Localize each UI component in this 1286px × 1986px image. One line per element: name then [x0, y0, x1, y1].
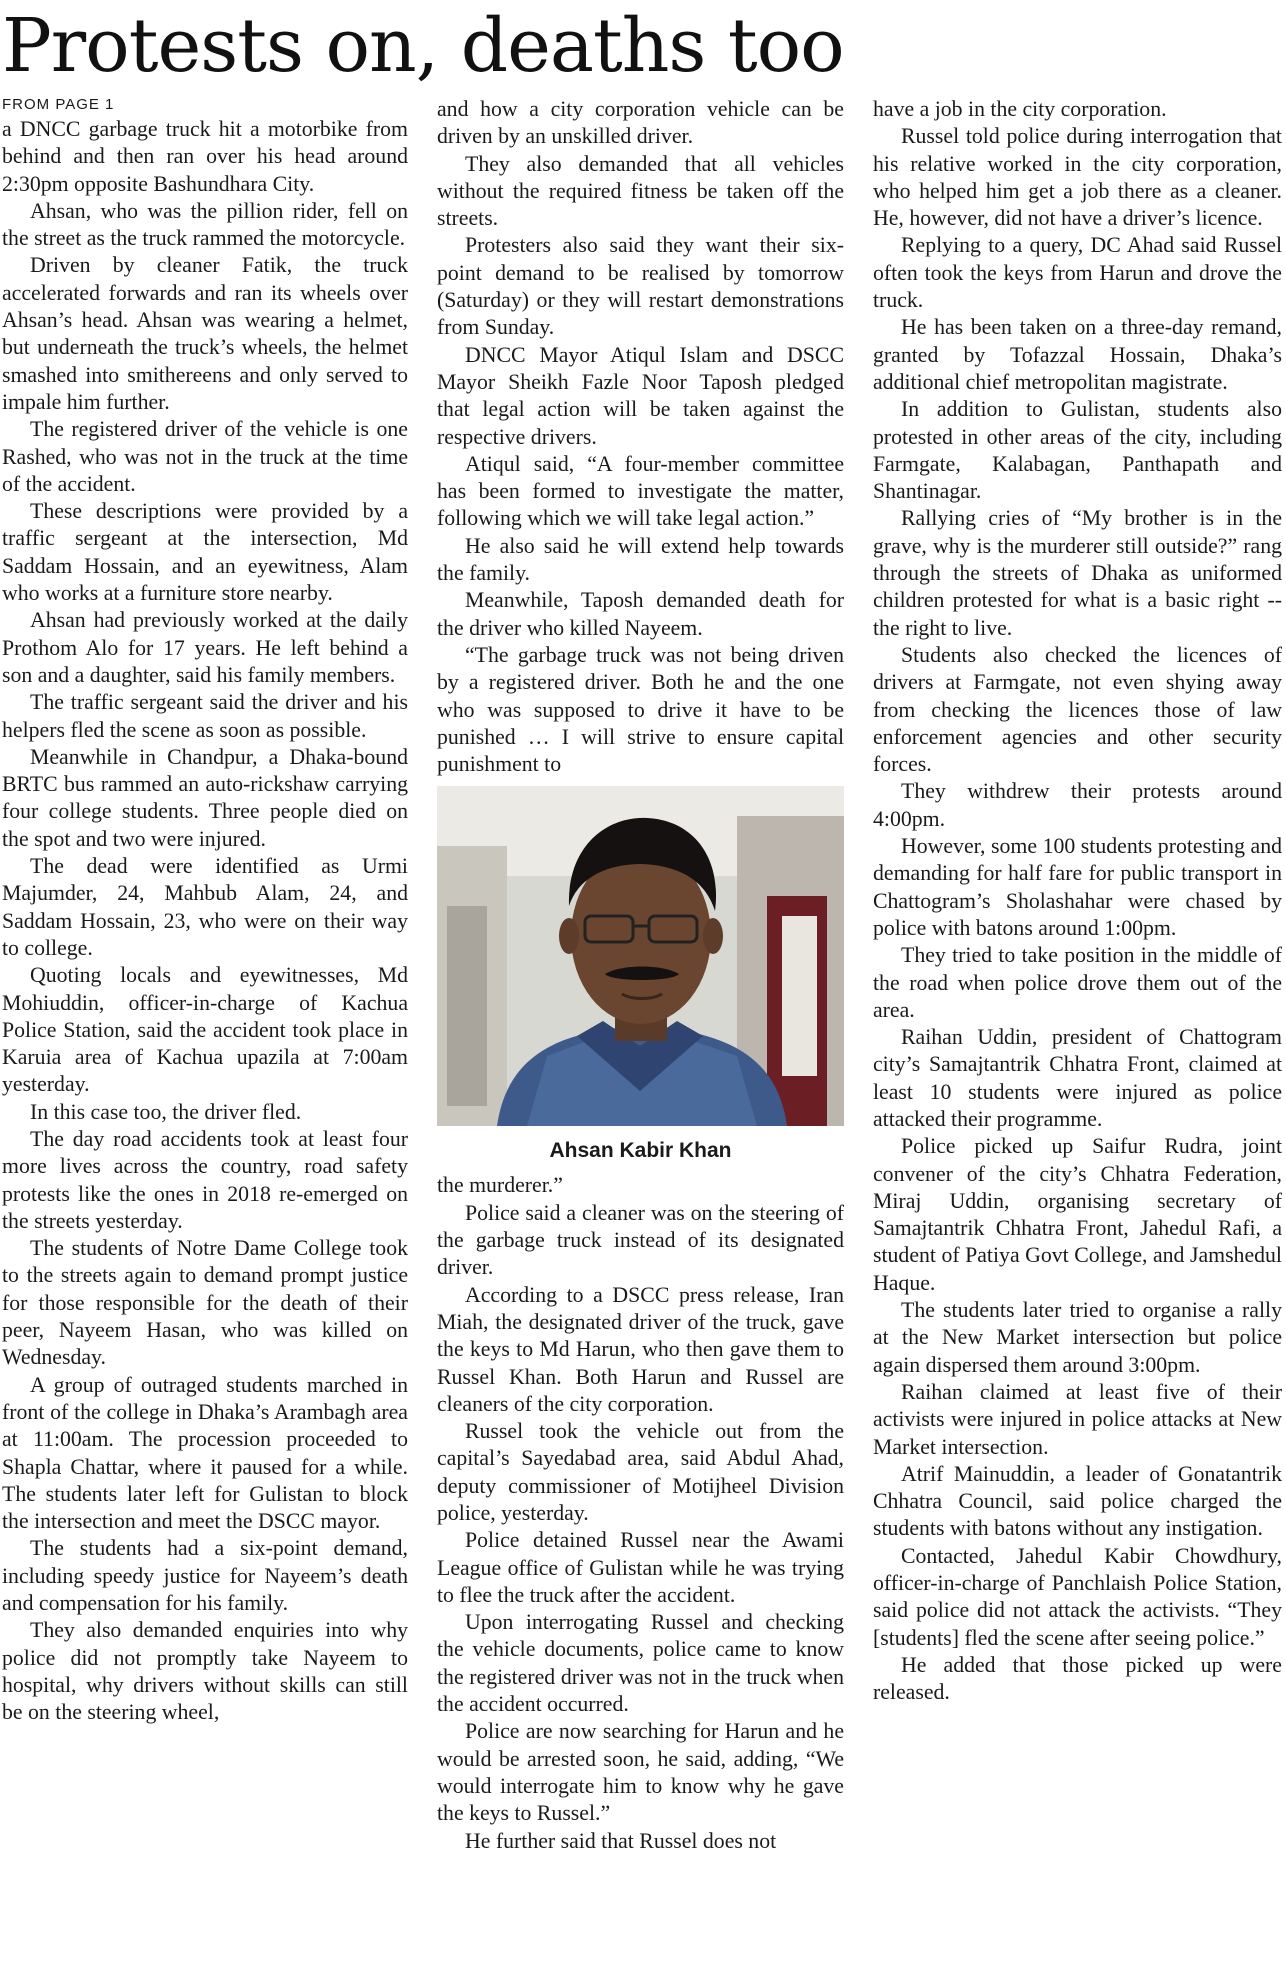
article-paragraph: The students of Notre Dame College took to the streets again to demand prompt justice for those responsible for the death of their peer, Nayeem Hasan, who was killed on Wednesday. [2, 1236, 408, 1370]
article-paragraph: Russel told police during interrogation that his relative worked in the city corporation, who helped him get a job there as a cleaner. He, however, did not have a driver’s licence. [873, 124, 1282, 231]
article-paragraph: Police are now searching for Harun and he would be arrested soon, he said, adding, “We would interrogate him to know why he gave the keys to Russel.” [437, 1719, 844, 1826]
article-paragraph: They tried to take position in the middle of the road when police drove them out of the area. [873, 943, 1282, 1022]
column-2-top-paragraphs [437, 96, 844, 778]
article-paragraph: The students had a six-point demand, including speedy justice for Nayeem’s death and compensation for his family. [2, 1536, 408, 1616]
article-paragraph: In this case too, the driver fled. [30, 1099, 302, 1124]
article-paragraph: Quoting locals and eyewitnesses, Md Mohiuddin, officer-in-charge of Kachua Police Station, said the accident took place in Karuia area of Kachua upazila at 7:00am yesterday. [2, 963, 408, 1097]
article-paragraph: Rallying cries of “My brother is in the grave, why is the murderer still outside?” rang through the streets of Dhaka as uniformed children protested for what is a basic right -- the right to live. [873, 506, 1282, 640]
article-paragraph: He added that those picked up were released. [873, 1652, 1282, 1705]
article-paragraph: The registered driver of the vehicle is one Rashed, who was not in the truck at the time of the accident. [2, 417, 408, 496]
page-jump-label: FROM PAGE 1 [2, 96, 115, 113]
article-paragraph: Ahsan, who was the pillion rider, fell on the street as the truck rammed the motorcycle. [2, 198, 408, 251]
article-paragraph: They also demanded that all vehicles without the required fitness be taken off the streets. [437, 151, 844, 231]
article-paragraph: Police picked up Saifur Rudra, joint convener of the city’s Chhatra Federation, Miraj Uddin, organising secretary of Samajtantrik Chhatra Front, Jahedul Rafi, a student of Patiya Govt College, and Jamshedul Haque. [873, 1134, 1282, 1295]
article-paragraph: Russel took the vehicle out from the capital’s Sayedabad area, said Abdul Ahad, deputy commissioner of Motijheel Division police, yesterday. [437, 1419, 844, 1525]
article-paragraph: Raihan Uddin, president of Chattogram city’s Samajtantrik Chhatra Front, claimed at least 10 students were injured as police attacked their programme. [873, 1025, 1282, 1131]
article-paragraph: Raihan claimed at least five of their activists were injured in police attacks at New Market intersection. [873, 1379, 1282, 1459]
article-paragraph: Atrif Mainuddin, a leader of Gonatantrik Chhatra Council, said police charged the students with batons without any instigation. [873, 1461, 1282, 1541]
photo-figure [437, 786, 844, 1166]
article-paragraph: the murderer.” [437, 1173, 563, 1198]
article-paragraph: and how a city corporation vehicle can be driven by an unskilled driver. [437, 97, 844, 149]
article-paragraph: He further said that Russel does not [465, 1828, 777, 1853]
article-paragraph: Meanwhile in Chandpur, a Dhaka-bound BRTC bus rammed an auto-rickshaw carrying four college students. Three people died on the spot and two were injured. [2, 744, 408, 851]
article-paragraph: Police detained Russel near the Awami League office of Gulistan while he was trying to flee the truck after the accident. [437, 1528, 844, 1607]
article-paragraph: They withdrew their protests around 4:00pm. [873, 779, 1282, 831]
column-3-paragraphs [873, 96, 1282, 1707]
portrait-photo [437, 786, 844, 1126]
article-paragraph: “The garbage truck was not being driven by a registered driver. Both he and the one who was supposed to drive it have to be punished … I will strive to ensure capital punishment to [437, 642, 844, 777]
article-paragraph: a DNCC garbage truck hit a motorbike from behind and then ran over his head around 2:30pm opposite Bashundhara City. [2, 117, 408, 196]
article-paragraph: They also demanded enquiries into why police did not promptly take Nayeem to hospital, why drivers without skills can still be on the steering wheel, [2, 1618, 408, 1725]
column-1-paragraphs [2, 116, 408, 1727]
article-paragraph: The traffic sergeant said the driver and his helpers fled the scene as soon as possible. [2, 690, 408, 742]
article-paragraph: Students also checked the licences of drivers at Farmgate, not even shying away from checking the licences those of law enforcement agencies and other security forces. [873, 642, 1282, 777]
article-paragraph: These descriptions were provided by a traffic sergeant at the intersection, Md Saddam Hossain, and an eyewitness, Alam who works at a furniture store nearby. [2, 499, 408, 606]
article-paragraph: Contacted, Jahedul Kabir Chowdhury, officer-in-charge of Panchlaish Police Station, said police did not attack the activists. “They [students] fled the scene after seeing police.” [873, 1543, 1282, 1650]
article-paragraph: Police said a cleaner was on the steering of the garbage truck instead of its designated driver. [437, 1200, 844, 1280]
portrait-illustration [437, 786, 844, 1126]
article-paragraph: Replying to a query, DC Ahad said Russel often took the keys from Harun and drove the truck. [873, 233, 1282, 313]
article-column-2 [437, 96, 844, 1984]
article-paragraph: However, some 100 students protesting and demanding for half fare for public transport in Chattogram’s Sholashahar were chased by police with batons around 1:00pm. [873, 834, 1282, 940]
article-paragraph: He has been taken on a three-day remand, granted by Tofazzal Hossain, Dhaka’s additional chief metropolitan magistrate. [873, 315, 1282, 394]
article-paragraph: Driven by cleaner Fatik, the truck accelerated forwards and ran its wheels over Ahsan’s head. Ahsan was wearing a helmet, but underneath the truck’s wheels, the helmet smashed into smithereens and only served to impale him further. [2, 253, 408, 414]
headline: Protests on, deaths too [2, 3, 844, 89]
article-paragraph: Meanwhile, Taposh demanded death for the driver who killed Nayeem. [437, 588, 844, 640]
article-paragraph: According to a DSCC press release, Iran Miah, the designated driver of the truck, gave the keys to Md Harun, who then gave them to Russel Khan. Both Harun and Russel are cleaners of the city corporation. [437, 1282, 844, 1416]
article-paragraph: Protesters also said they want their six-point demand to be realised by tomorrow (Saturday) or they will restart demonstrations from Sunday. [437, 233, 844, 340]
photo-caption: Ahsan Kabir Khan [549, 1139, 732, 1163]
article-column-3 [873, 96, 1282, 1984]
article-paragraph: have a job in the city corporation. [873, 97, 1167, 121]
article-paragraph: DNCC Mayor Atiqul Islam and DSCC Mayor Sheikh Fazle Noor Taposh pledged that legal action will be taken against the respective drivers. [437, 342, 844, 449]
article-paragraph: A group of outraged students marched in front of the college in Dhaka’s Arambagh area at 11:00am. The procession proceeded to Shapla Chattar, where it paused for a while. The students later left for Gulistan to block the intersection and meet the DSCC mayor. [2, 1372, 408, 1534]
article-paragraph: The students later tried to organise a rally at the New Market intersection but police again dispersed them around 3:00pm. [873, 1298, 1282, 1377]
article-paragraph: Atiqul said, “A four-member committee has been formed to investigate the matter, following which we will take legal action.” [437, 451, 844, 531]
article-paragraph: He also said he will extend help towards the family. [437, 533, 844, 586]
article-column-1 [2, 96, 408, 1984]
article-paragraph: In addition to Gulistan, students also protested in other areas of the city, including Farmgate, Kalabagan, Panthapath and Shantinagar. [873, 397, 1282, 504]
article-paragraph: The dead were identified as Urmi Majumder, 24, Mahbub Alam, 24, and Saddam Hossain, 23, who were on their way to college. [2, 854, 408, 960]
column-2-bottom-paragraphs [437, 1172, 844, 1854]
article-paragraph: Upon interrogating Russel and checking the vehicle documents, police came to know the registered driver was not in the truck when the accident occurred. [437, 1610, 844, 1717]
article-paragraph: The day road accidents took at least four more lives across the country, road safety protests like the ones in 2018 re-emerged on the streets yesterday. [2, 1126, 408, 1233]
article-paragraph: Ahsan had previously worked at the daily Prothom Alo for 17 years. He left behind a son and a daughter, said his family members. [2, 608, 408, 687]
